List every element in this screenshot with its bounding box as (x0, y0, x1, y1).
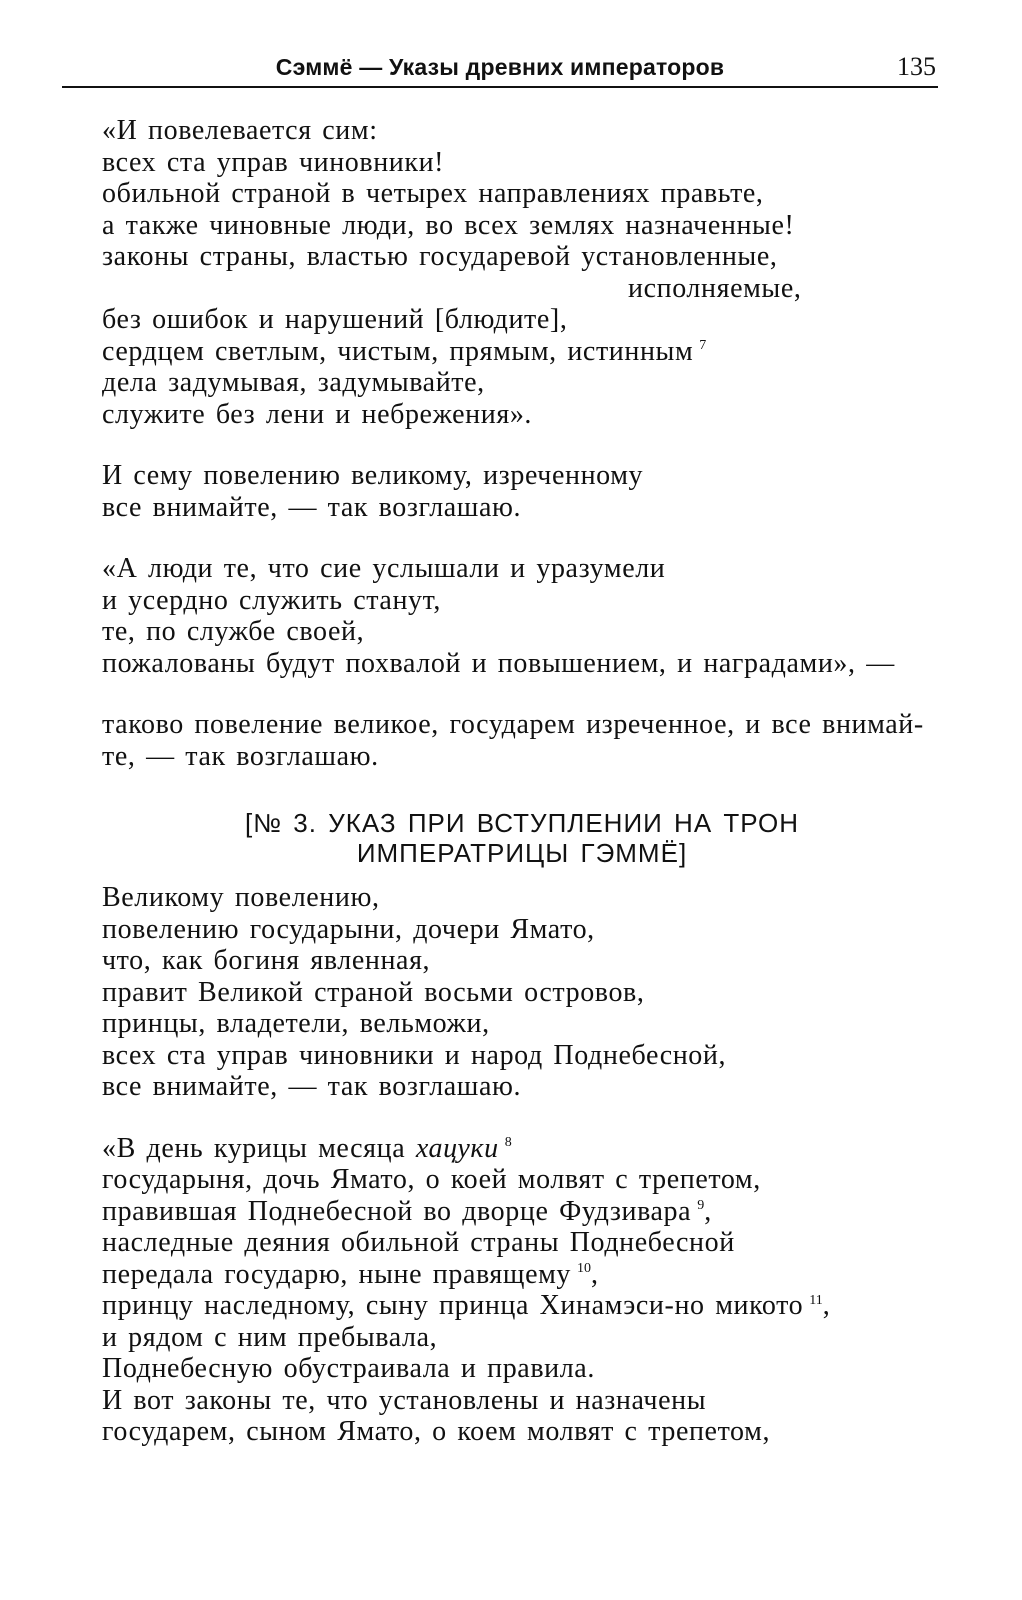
verse-line: «А люди те, что сие услышали и уразумели (102, 553, 666, 584)
verse-line (102, 1259, 942, 1291)
verse-line: все внимайте, — так возглашаю. (102, 491, 522, 523)
section-heading-line-2: ИМПЕРАТРИЦЫ ГЭММЁ] (356, 838, 688, 868)
verse-line: всех ста управ чиновники и народ Поднебесной, (102, 1039, 727, 1071)
verse-line: те, — так возглашаю. (102, 740, 379, 772)
verse-line (102, 336, 942, 368)
verse-line: наследные деяния обильной страны Поднебесной (102, 1227, 735, 1258)
term-hatsuki: хацуки (415, 1132, 499, 1164)
verse-line: таково повеление великое, государем изреченное, и все внимай- (102, 709, 924, 740)
verse-line: И вот законы те, что установлены и назначены (102, 1384, 707, 1416)
stanza-1 (102, 115, 942, 430)
verse-line: государем, сыном Ямато, о коем молвят с трепетом, (102, 1416, 771, 1447)
verse-line-continuation: исполняемые, (628, 272, 802, 304)
verse-line: без ошибок и нарушений [блюдите], (102, 304, 568, 335)
verse-line: государыня, дочь Ямато, о коей молвят с трепетом, (102, 1164, 761, 1195)
page-body (102, 115, 942, 1478)
verse-text: правившая Поднебесной во дворце Фудзивара (102, 1195, 692, 1227)
verse-text: передала государю, ныне правящему (102, 1258, 572, 1290)
verse-line: и усердно служить станут, (102, 584, 441, 616)
verse-line: принцы, владетели, вельможи, (102, 1008, 490, 1039)
verse-line: повелению государыни, дочери Ямато, (102, 913, 595, 945)
verse-line: Великому повелению, (102, 882, 380, 913)
stanza-2 (102, 460, 942, 523)
verse-line: все внимайте, — так возглашаю. (102, 1071, 522, 1102)
verse-line: а также чиновные люди, во всех землях назначенные! (102, 209, 795, 241)
verse-line (102, 1133, 942, 1165)
verse-text: сердцем светлым, чистым, прямым, истинным (102, 335, 694, 367)
stanza-5 (102, 882, 942, 1103)
verse-line: всех ста управ чиновники! (102, 146, 445, 178)
stanza-3 (102, 553, 942, 679)
footnote-ref-7[interactable]: 7 (699, 338, 707, 354)
punctuation: , (704, 1195, 712, 1227)
verse-line: правит Великой страной восьми островов, (102, 976, 645, 1008)
verse-line: что, как богиня явленная, (102, 945, 431, 976)
page-number: 135 (897, 52, 936, 81)
footnote-ref-8[interactable]: 8 (504, 1135, 512, 1151)
section-heading (102, 808, 942, 868)
verse-line: и рядом с ним пребывала, (102, 1321, 438, 1353)
stanza-6 (102, 1133, 942, 1448)
footnote-ref-9[interactable]: 9 (697, 1198, 705, 1214)
running-header (62, 52, 938, 88)
verse-line (102, 1290, 942, 1322)
section-heading-line-1: [№ 3. УКАЗ ПРИ ВСТУПЛЕНИИ НА ТРОН (244, 808, 800, 838)
verse-line: пожалованы будут похвалой и повышением, и наградами», — (102, 647, 895, 679)
verse-line: И сему повелению великому, изреченному (102, 460, 644, 491)
verse-line: те, по службе своей, (102, 616, 365, 647)
punctuation: , (822, 1290, 831, 1321)
running-title: Сэммё — Указы древних императоров (275, 54, 725, 80)
verse-line: служите без лени и небрежения». (102, 398, 533, 430)
verse-line: законы страны, властью государевой установленные, (102, 241, 778, 272)
punctuation: , (591, 1258, 599, 1290)
verse-line: дела задумывая, задумывайте, (102, 367, 485, 398)
verse-text: принцу наследному, сыну принца Хинамэси-но микото (102, 1290, 804, 1321)
verse-line: «И повелевается сим: (102, 115, 378, 146)
verse-line (102, 1196, 942, 1228)
verse-line: обильной страной в четырех направлениях правьте, (102, 178, 764, 209)
footnote-ref-11[interactable]: 11 (809, 1292, 823, 1308)
verse-line: Поднебесную обустраивала и правила. (102, 1353, 595, 1384)
footnote-ref-10[interactable]: 10 (577, 1261, 592, 1277)
stanza-4 (102, 709, 942, 772)
verse-text: «В день курицы месяца (102, 1132, 416, 1164)
